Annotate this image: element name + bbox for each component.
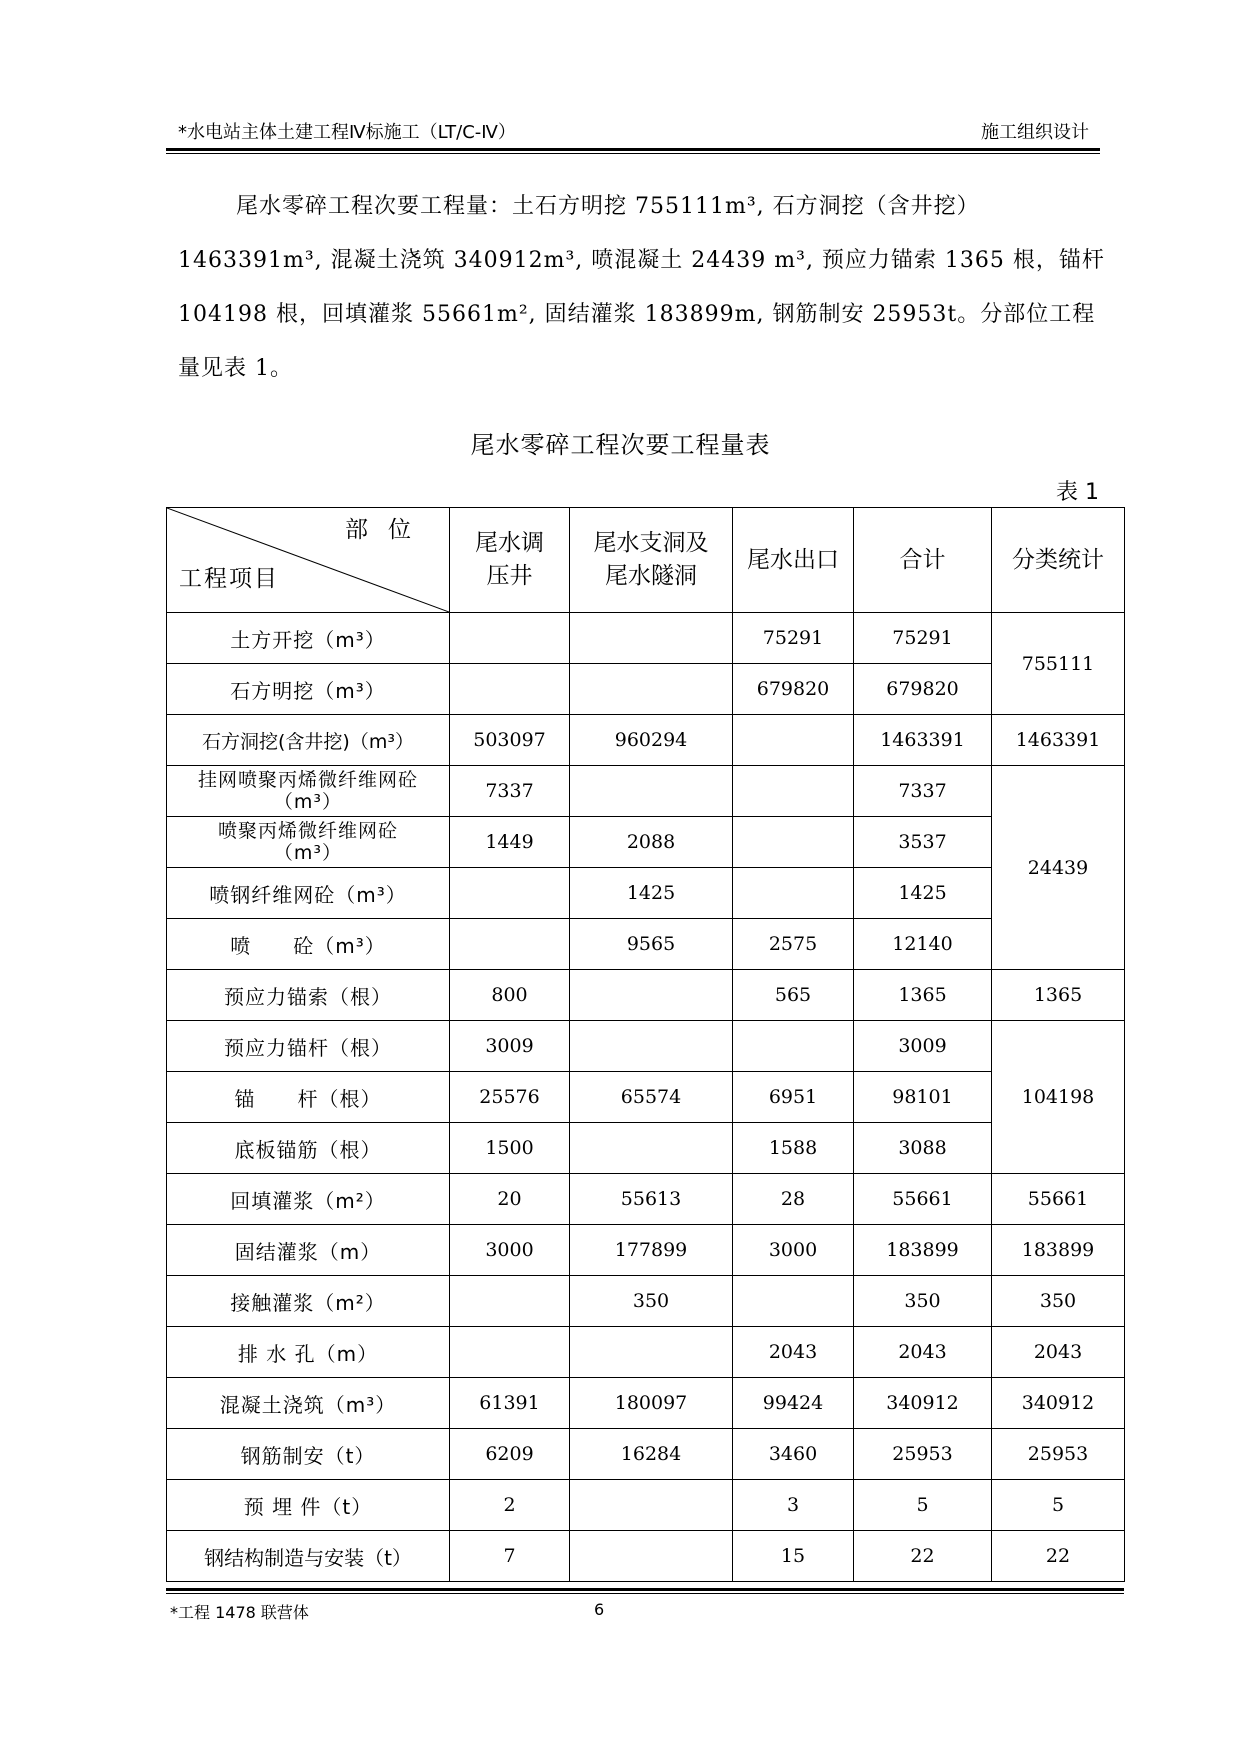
table-row <box>167 1072 1125 1123</box>
table-row <box>167 766 1125 817</box>
cell-value <box>450 613 570 664</box>
cell-value: 177899 <box>570 1225 733 1276</box>
cell-value <box>450 868 570 919</box>
cell-value: 5 <box>854 1480 992 1531</box>
header-title: *水电站主体土建工程Ⅳ标施工（LT/C-Ⅳ） <box>178 122 516 143</box>
cell-value: 183899 <box>854 1225 992 1276</box>
row-item: 钢筋制安（t） <box>167 1429 450 1480</box>
row-item: 固结灌浆（m） <box>167 1225 450 1276</box>
table-row <box>167 1123 1125 1174</box>
category-total: 24439 <box>992 766 1125 970</box>
table-row <box>167 1174 1125 1225</box>
cell-value <box>570 766 733 817</box>
cell-value: 1500 <box>450 1123 570 1174</box>
cell-value <box>450 664 570 715</box>
cell-value: 2043 <box>733 1327 854 1378</box>
table-header-row <box>167 508 1125 613</box>
cell-value: 350 <box>570 1276 733 1327</box>
row-item: 预应力锚杆（根） <box>167 1021 450 1072</box>
table-row <box>167 1276 1125 1327</box>
category-total: 2043 <box>992 1327 1125 1378</box>
category-total: 755111 <box>992 613 1125 715</box>
cell-value <box>733 868 854 919</box>
cell-value <box>450 1327 570 1378</box>
row-item: 喷钢纤维网砼（m³） <box>167 868 450 919</box>
footer-rule-thin <box>166 1593 1124 1594</box>
footer-company: *工程 1478 联营体 <box>170 1603 309 1622</box>
cell-value: 7337 <box>854 766 992 817</box>
page-number: 6 <box>594 1600 605 1619</box>
column-header: 合计 <box>854 508 992 613</box>
diagonal-header-cell <box>167 508 450 613</box>
table-row <box>167 1021 1125 1072</box>
cell-value: 7 <box>450 1531 570 1582</box>
cell-value: 3088 <box>854 1123 992 1174</box>
table-row <box>167 919 1125 970</box>
cell-value <box>450 919 570 970</box>
cell-value: 1463391 <box>854 715 992 766</box>
cell-value: 7337 <box>450 766 570 817</box>
cell-value: 3460 <box>733 1429 854 1480</box>
header-rule <box>166 148 1100 151</box>
table-row <box>167 1480 1125 1531</box>
diagonal-header-top: 部位 <box>345 517 431 543</box>
cell-value: 3000 <box>733 1225 854 1276</box>
footer-rule <box>166 1588 1124 1591</box>
cell-value <box>570 1123 733 1174</box>
cell-value: 99424 <box>733 1378 854 1429</box>
row-item: 喷聚丙烯微纤维网砼（m³） <box>167 817 450 868</box>
cell-value: 180097 <box>570 1378 733 1429</box>
cell-value: 1425 <box>854 868 992 919</box>
table-row <box>167 970 1125 1021</box>
table-row <box>167 1429 1125 1480</box>
cell-value: 350 <box>854 1276 992 1327</box>
cell-value <box>733 1021 854 1072</box>
category-total: 183899 <box>992 1225 1125 1276</box>
column-header: 分类统计 <box>992 508 1125 613</box>
cell-value: 3537 <box>854 817 992 868</box>
row-item: 喷 砼（m³） <box>167 919 450 970</box>
cell-value: 65574 <box>570 1072 733 1123</box>
cell-value: 16284 <box>570 1429 733 1480</box>
cell-value: 55613 <box>570 1174 733 1225</box>
cell-value <box>570 613 733 664</box>
column-header: 尾水支洞及尾水隧洞 <box>570 508 733 613</box>
row-item: 排 水 孔（m） <box>167 1327 450 1378</box>
cell-value <box>733 766 854 817</box>
row-item: 预应力锚索（根） <box>167 970 450 1021</box>
cell-value <box>570 970 733 1021</box>
row-item: 预 埋 件（t） <box>167 1480 450 1531</box>
column-header: 尾水出口 <box>733 508 854 613</box>
cell-value: 3009 <box>854 1021 992 1072</box>
cell-value: 2575 <box>733 919 854 970</box>
cell-value <box>570 1480 733 1531</box>
cell-value: 2088 <box>570 817 733 868</box>
cell-value: 6209 <box>450 1429 570 1480</box>
cell-value: 75291 <box>854 613 992 664</box>
column-header: 尾水调压井 <box>450 508 570 613</box>
cell-value <box>733 817 854 868</box>
cell-value: 565 <box>733 970 854 1021</box>
cell-value: 2 <box>450 1480 570 1531</box>
cell-value: 12140 <box>854 919 992 970</box>
category-total: 104198 <box>992 1021 1125 1174</box>
row-item: 底板锚筋（根） <box>167 1123 450 1174</box>
cell-value: 679820 <box>854 664 992 715</box>
cell-value: 1588 <box>733 1123 854 1174</box>
row-item: 石方洞挖(含井挖)（m³） <box>167 715 450 766</box>
cell-value: 20 <box>450 1174 570 1225</box>
cell-value: 679820 <box>733 664 854 715</box>
cell-value: 3000 <box>450 1225 570 1276</box>
row-item: 回填灌浆（m²） <box>167 1174 450 1225</box>
table-row <box>167 1327 1125 1378</box>
cell-value: 15 <box>733 1531 854 1582</box>
category-total: 22 <box>992 1531 1125 1582</box>
cell-value: 503097 <box>450 715 570 766</box>
cell-value: 6951 <box>733 1072 854 1123</box>
table-row <box>167 1378 1125 1429</box>
cell-value <box>570 1531 733 1582</box>
cell-value: 98101 <box>854 1072 992 1123</box>
cell-value: 3009 <box>450 1021 570 1072</box>
table-row <box>167 715 1125 766</box>
table-row <box>167 1531 1125 1582</box>
header-section: 施工组织设计 <box>981 122 1089 143</box>
row-item: 接触灌浆（m²） <box>167 1276 450 1327</box>
cell-value <box>450 1276 570 1327</box>
cell-value: 340912 <box>854 1378 992 1429</box>
header-rule-thin <box>166 153 1100 154</box>
table-title: 尾水零碎工程次要工程量表 <box>470 431 771 459</box>
row-item: 土方开挖（m³） <box>167 613 450 664</box>
row-item: 混凝土浇筑（m³） <box>167 1378 450 1429</box>
row-item: 锚 杆（根） <box>167 1072 450 1123</box>
category-total: 5 <box>992 1480 1125 1531</box>
cell-value: 22 <box>854 1531 992 1582</box>
table-row <box>167 613 1125 664</box>
cell-value: 75291 <box>733 613 854 664</box>
category-total: 340912 <box>992 1378 1125 1429</box>
category-total: 55661 <box>992 1174 1125 1225</box>
table-number: 表 1 <box>1056 480 1099 505</box>
cell-value: 9565 <box>570 919 733 970</box>
table-row <box>167 868 1125 919</box>
cell-value: 1365 <box>854 970 992 1021</box>
diagonal-header-bottom: 工程项目 <box>179 566 279 592</box>
quantities-table <box>166 507 1125 1582</box>
table-row <box>167 817 1125 868</box>
cell-value: 3 <box>733 1480 854 1531</box>
category-total: 1365 <box>992 970 1125 1021</box>
cell-value <box>570 664 733 715</box>
body-paragraph: 尾水零碎工程次要工程量：土石方明挖 755111m³, 石方洞挖（含井挖）1463391m³, 混凝土浇筑 340912m³, 喷混凝土 24439 m³, 预应力锚索 1365 根，锚杆 104198 根，回填灌浆 55661m², 固结灌浆 183899m, 钢筋制安 25953t。分部位工程量见表 1。 <box>178 194 1105 381</box>
cell-value: 25576 <box>450 1072 570 1123</box>
table-row <box>167 1225 1125 1276</box>
cell-value: 2043 <box>854 1327 992 1378</box>
cell-value: 1425 <box>570 868 733 919</box>
cell-value: 61391 <box>450 1378 570 1429</box>
table-row <box>167 664 1125 715</box>
row-item: 石方明挖（m³） <box>167 664 450 715</box>
cell-value <box>570 1327 733 1378</box>
category-total: 350 <box>992 1276 1125 1327</box>
cell-value: 1449 <box>450 817 570 868</box>
row-item: 钢结构制造与安装（t） <box>167 1531 450 1582</box>
category-total: 1463391 <box>992 715 1125 766</box>
cell-value: 25953 <box>854 1429 992 1480</box>
cell-value <box>570 1021 733 1072</box>
cell-value <box>733 715 854 766</box>
cell-value: 800 <box>450 970 570 1021</box>
cell-value: 28 <box>733 1174 854 1225</box>
cell-value: 960294 <box>570 715 733 766</box>
cell-value: 55661 <box>854 1174 992 1225</box>
category-total: 25953 <box>992 1429 1125 1480</box>
cell-value <box>733 1276 854 1327</box>
row-item: 挂网喷聚丙烯微纤维网砼（m³） <box>167 766 450 817</box>
